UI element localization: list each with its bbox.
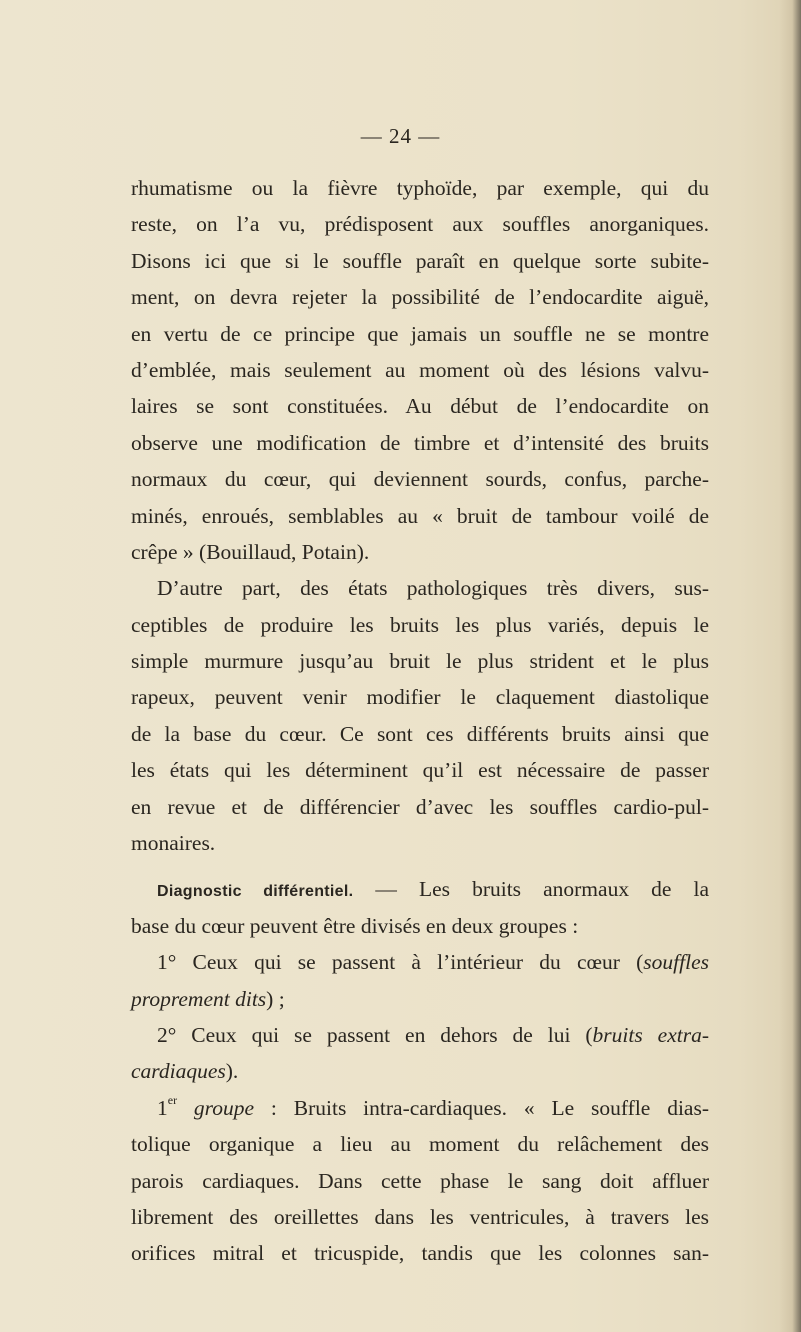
text-line: tolique organique a lieu au moment du relâchement des xyxy=(131,1132,709,1157)
text-line: ment, on devra rejeter la possibilité de l’endocardite aiguë, xyxy=(131,285,709,310)
page-number: — 24 — xyxy=(360,124,441,148)
text-line: orifices mitral et tricuspide, tandis que les colonnes san- xyxy=(131,1241,709,1266)
italic-term: cardiaques xyxy=(131,1059,226,1084)
text-line: les états qui les déterminent qu’il est nécessaire de passer xyxy=(131,758,709,783)
list-item-number: 1° xyxy=(157,950,177,975)
text-line: Disons ici que si le souffle paraît en quelque sorte subite- xyxy=(131,248,709,273)
text-line: de la base du cœur. Ce sont ces différents bruits ainsi que xyxy=(131,721,709,746)
italic-term: bruits extra- xyxy=(592,1022,709,1047)
list-item-2: 2° Ceux qui se passent en dehors de lui (bruits extra- xyxy=(157,1022,709,1047)
section-heading-rest: — Les bruits anormaux de la xyxy=(353,877,710,902)
body-text xyxy=(131,170,709,1272)
list-item-2-cont: cardiaques). xyxy=(131,1059,239,1084)
text-line: monaires. xyxy=(131,831,216,856)
text-line: en vertu de ce principe que jamais un souffle ne se montre xyxy=(131,321,709,346)
italic-term: proprement dits xyxy=(131,986,267,1011)
list-item-number: 2° xyxy=(157,1022,177,1047)
page-edge-shadow xyxy=(779,0,801,1332)
text-line: minés, enroués, semblables au « bruit de tambour voilé de xyxy=(131,503,709,528)
ordinal-superscript: er xyxy=(167,1092,178,1107)
text-line: parois cardiaques. Dans cette phase le sang doit affluer xyxy=(131,1168,709,1193)
section-heading-line xyxy=(131,871,709,907)
italic-term: groupe xyxy=(177,1095,255,1120)
text-line: rhumatisme ou la fièvre typhoïde, par exemple, qui du xyxy=(131,176,709,200)
text-line: base du cœur peuvent être divisés en deux groupes : xyxy=(131,913,579,938)
section-heading: Diagnostic différentiel. xyxy=(157,883,354,901)
italic-term: souffles xyxy=(643,950,709,975)
text-line: simple murmure jusqu’au bruit le plus strident et le plus xyxy=(131,649,709,674)
text-line: D’autre part, des états pathologiques très divers, sus- xyxy=(157,576,709,601)
text-line: reste, on l’a vu, prédisposent aux souffles anorganiques. xyxy=(131,212,709,237)
list-item-1: 1° Ceux qui se passent à l’intérieur du cœur (souffles xyxy=(157,950,709,975)
text-line: rapeux, peuvent venir modifier le claquement diastolique xyxy=(131,685,709,710)
text-line: laires se sont constituées. Au début de l’endocardite on xyxy=(131,394,709,419)
group-1-line: 1er groupe : Bruits intra-cardiaques. « Le souffle dias- xyxy=(157,1092,709,1120)
text-line: observe une modification de timbre et d’intensité des bruits xyxy=(131,430,709,455)
text-line: ceptibles de produire les bruits les plus variés, depuis le xyxy=(131,612,709,637)
text-line: d’emblée, mais seulement au moment où des lésions valvu- xyxy=(131,357,709,382)
text-line: crêpe » (Bouillaud, Potain). xyxy=(131,539,370,564)
text-line: normaux du cœur, qui deviennent sourds, confus, parche- xyxy=(131,467,709,492)
text-line: librement des oreillettes dans les ventricules, à travers les xyxy=(131,1204,709,1229)
list-item-1-cont: proprement dits) ; xyxy=(131,986,285,1011)
text-line: en revue et de différencier d’avec les souffles cardio-pul- xyxy=(131,794,709,819)
